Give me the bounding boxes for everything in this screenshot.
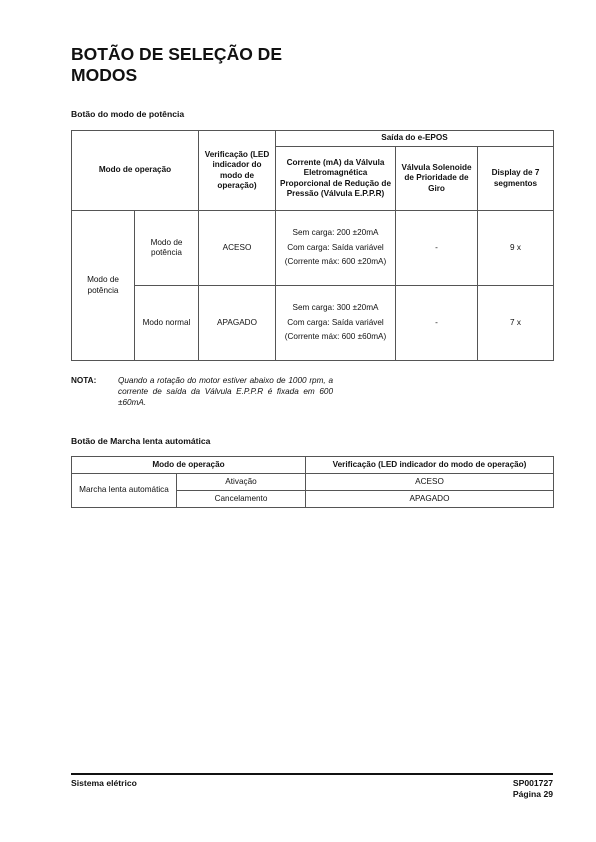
current-line: Sem carga: 300 ±20mA	[292, 303, 379, 313]
header-operation-mode: Modo de operação	[72, 131, 199, 211]
header-epos-output: Saída do e-EPOS	[276, 131, 554, 147]
led-cell: ACESO	[306, 474, 554, 491]
footer-section-name: Sistema elétrico	[71, 778, 137, 788]
page-title: BOTÃO DE SELEÇÃO DE MODOS	[71, 44, 282, 85]
footer-divider	[71, 773, 553, 775]
mode-cell: Ativação	[177, 474, 306, 491]
mode-cell: Modo normal	[135, 286, 199, 361]
solenoid-cell: -	[396, 286, 478, 361]
current-line: Sem carga: 200 ±20mA	[292, 228, 379, 238]
header-solenoid: Válvula Solenoide de Prioridade de Giro	[396, 147, 478, 211]
display-cell: 7 x	[478, 286, 554, 361]
led-cell: APAGADO	[199, 286, 276, 361]
footer-page-info	[513, 778, 553, 800]
header-current: Corrente (mA) da Válvula Eletromagnética Proporcional de Redução de Pressão (Válvula E.P.P.R)	[276, 147, 396, 211]
header-verification: Verificação (LED indicador do modo de operação)	[306, 457, 554, 474]
header-operation-mode: Modo de operação	[72, 457, 306, 474]
current-line: Com carga: Saída variável	[287, 317, 384, 327]
current-cell	[276, 286, 396, 361]
header-display: Display de 7 segmentos	[478, 147, 554, 211]
mode-cell: Cancelamento	[177, 491, 306, 508]
current-line: Com carga: Saída variável	[287, 242, 384, 252]
section-heading-power-mode: Botão do modo de potência	[71, 109, 185, 119]
current-cell	[276, 211, 396, 286]
solenoid-cell: -	[396, 211, 478, 286]
current-line: (Corrente máx: 600 ±20mA)	[284, 257, 387, 267]
table-row	[72, 211, 554, 286]
display-cell: 9 x	[478, 211, 554, 286]
group-label-auto-idle: Marcha lenta automática	[72, 474, 177, 508]
led-cell: ACESO	[199, 211, 276, 286]
note-label: NOTA:	[71, 376, 97, 385]
footer-page-number: Página 29	[512, 789, 553, 799]
power-mode-table	[71, 130, 554, 361]
header-verification: Verificação (LED indicador do modo de operação)	[199, 131, 276, 211]
auto-idle-table	[71, 456, 554, 508]
footer-doc-code: SP001727	[512, 778, 553, 788]
section-heading-auto-idle: Botão de Marcha lenta automática	[71, 436, 211, 446]
group-label-power-mode: Modo de potência	[72, 211, 135, 361]
note-text: Quando a rotação do motor estiver abaixo de 1000 rpm, a corrente de saída da Válvula E.P.P.R é fixada em 600 ±60mA.	[118, 376, 333, 407]
current-line: (Corrente máx: 600 ±60mA)	[284, 332, 387, 342]
mode-cell: Modo de potência	[135, 211, 199, 286]
table-row	[72, 286, 554, 361]
led-cell: APAGADO	[306, 491, 554, 508]
table-row	[72, 474, 554, 491]
